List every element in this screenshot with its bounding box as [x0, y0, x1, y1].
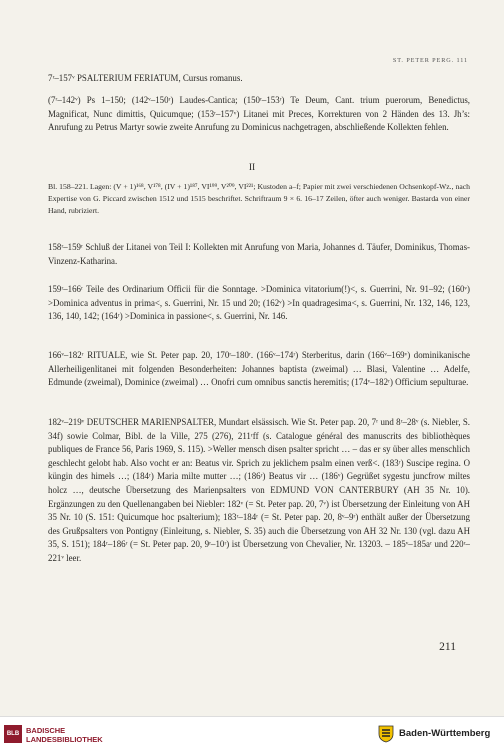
blb-logo[interactable]: BLB	[4, 725, 22, 743]
bw-name[interactable]: Baden-Württemberg	[399, 728, 491, 739]
running-head: ST. PETER PERG. 111	[392, 57, 468, 64]
footer-bar	[0, 716, 504, 751]
entry-psalterium-contents: (7ʳ–142ᵛ) Ps 1–150; (142ᵛ–150ʳ) Laudes-Cantica; (150ʳ–153ʳ) Te Deum, Cant. trium puerorum, Benedictus, Magnificat, Nunc dimittis, Quicumque; (153ʳ–157ᵛ) Litanei mit Preces, Korrekturen von 2 Händen des 13. Jh’s: Anrufung zu Petrus Martyr sowie zweite Anrufung zu Dominicus nachgetragen, abschließende Kollekten fehlen.	[48, 95, 470, 133]
bw-coat-of-arms-icon[interactable]	[378, 725, 394, 743]
blb-name-line2: LANDESBIBLIOTHEK	[26, 735, 103, 744]
entry-litanei: 158ʳ–159ʳ Schluß der Litanei von Teil I: Kollekten mit Anrufung von Maria, Johannes d. Täufer, Dominikus, Thomas-Vinzenz-Katharina.	[48, 242, 470, 266]
section-heading: II	[248, 163, 256, 173]
entry-psalterium-feriatum: 7ʳ–157ᵛ PSALTERIUM FERIATUM, Cursus romanus.	[48, 73, 243, 83]
entry-rituale: 166ᵛ–182ʳ RITUALE, wie St. Peter pap. 20, 170ʳ–180ʳ. (166ᵛ–174ʳ) Sterberitus, darin (166ᵛ–169ᵛ) dominikanische Allerheiligenlitanei mit folgenden Besonderheiten: Johannes baptista (zweimal) … Blasi, Valentine … Adelfe, Edmunde (zweimal), Dominice (zweimal) … Onofri cum omnibus sanctis heremitis; (174ᵛ–182ʳ) Officium sepulturae.	[48, 350, 470, 388]
codicology-description: Bl. 158–221. Lagen: (V + 1)¹⁶⁸, V¹⁷⁸, (IV + 1)¹⁸⁷, VI¹⁹⁹, V²⁰⁹, VI²²¹; Kustoden a–f; Papier mit zwei verschiedenen Ochsenkopf-Wz., nach Expertise von G. Piccard zwischen 1512 und 1515 beschriftet. Schriftraum 9 × 6. 16–17 Zeilen, öfter auch weniger. Bastarda von einer Hand, rubriziert.	[48, 182, 470, 216]
blb-name-line1: BADISCHE	[26, 726, 66, 735]
entry-marienpsalter: 182ᵛ–219ᵛ DEUTSCHER MARIENPSALTER, Mundart elsässisch. Wie St. Peter pap. 20, 7ʳ und 8ʳ–28ᵛ (s. Niebler, S. 34f) sowie Colmar, Bibl. de la Ville, 275 (276), 211ʳff (s. Catalogue général des manuscrits des bibliothèques publiques de France 56, Paris 1969, S. 115). >Weller mensch disen psalter spricht … – das er sy über alles menschlich geschlecht gelobt hab. Also vocht er an: Beatus vir. Sprich zu jeklichem psalm einen verß<. (183ʳ) Suscipe regina. O küngin des himels …; (184ʳ) Maria milte mutter …; (186ʳ) Beatus vir … (186ᵛ) Gegrüßet sygestu juncfrow miltes holcz …, deutsche Übersetzung des Marienpsalters von EDMUND VON CANTERBURY (AH 35 Nr. 10). Ergänzungen zu den Quellenangaben bei Niebler: 182ᵛ (= St. Peter pap. 20, 7ᵛ) ist Übersetzung der Einleitung von AH 35 Nr. 10 (S. 151: Quicumque hoc psalterium); 183ʳ–184ʳ (= St. Peter pap. 20, 8ᵛ–9ʳ) enthält außer der Übersetzung des Grußpsalters von Pontigny (Einleitung, s. Niebler, S. 35) auch die Übersetzung von AH 32 Nr. 130 (vgl. dazu AH 35, S. 151); 184ʳ–186ʳ (= St. Peter pap. 20, 9ʳ–10ʳ) ist Übersetzung von Chevalier, Nr. 13203. – 185ᵛ–185aʳ und 220ʳ–221ᵛ leer.	[48, 417, 470, 563]
page-number: 211	[439, 641, 456, 653]
entry-ordinarium: 159ʳ–166ʳ Teile des Ordinarium Officii für die Sonntage. >Dominica vitatorium(!)<, s. Guerrini, Nr. 91–92; (160ᵛ) >Dominica adventus in prima<, s. Guerrini, Nr. 15 und 20; (162ᵛ) >In quadragesima<, s. Guerrini, Nr. 132, 146, 123, 136, 140, 142; (164ʳ) >Dominica in passione<, s. Guerrini, Nr. 146.	[48, 284, 470, 322]
blb-name[interactable]	[26, 726, 103, 744]
